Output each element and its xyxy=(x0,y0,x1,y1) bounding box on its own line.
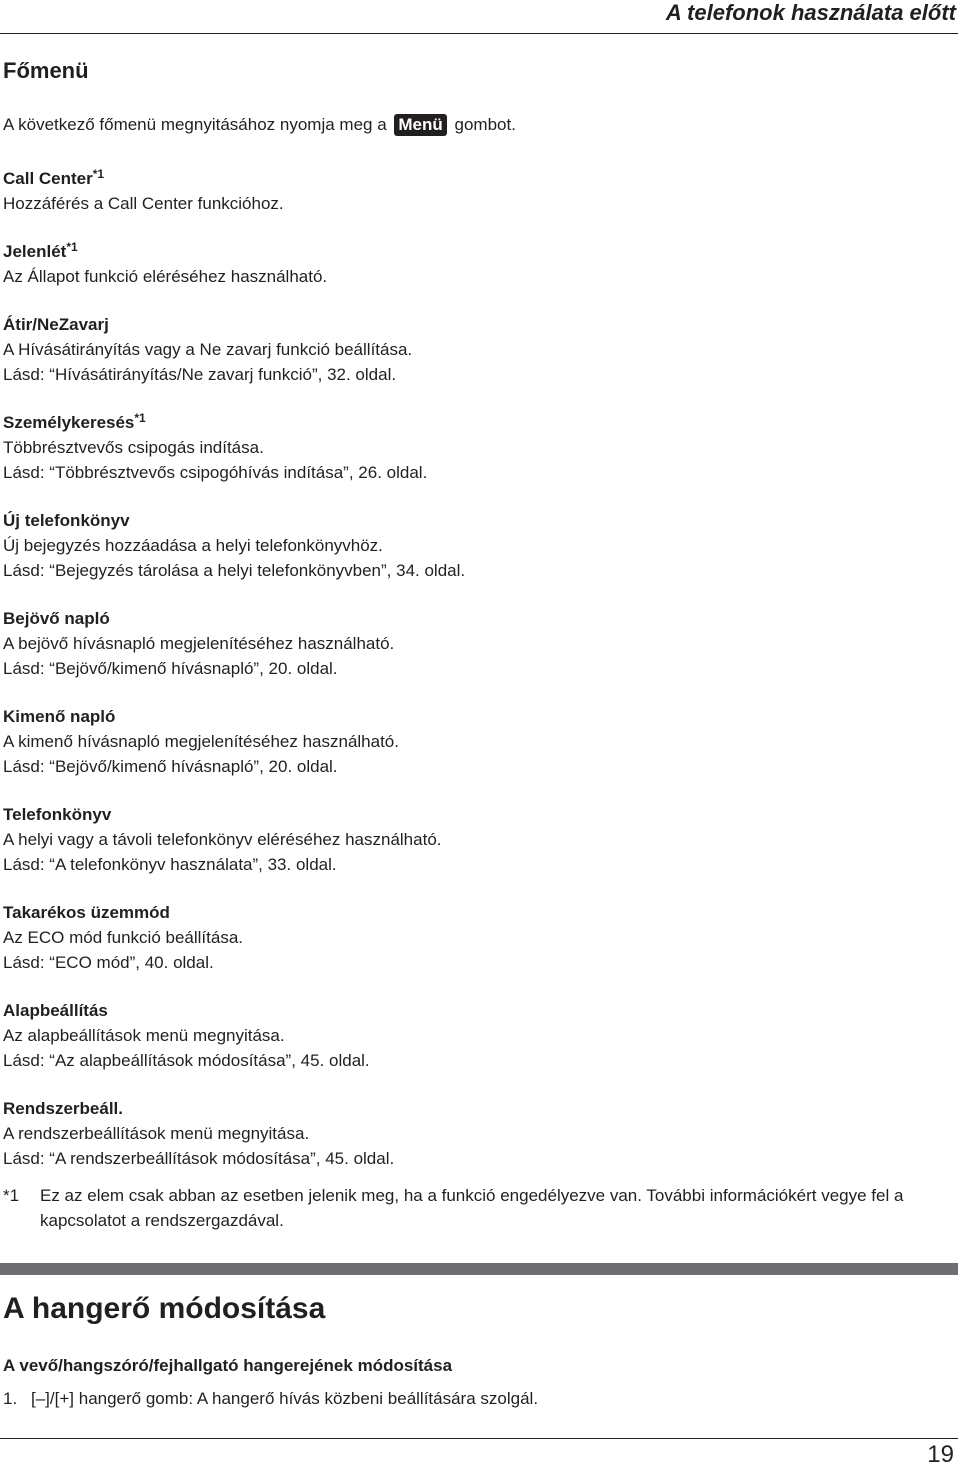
menu-entry-description: Az ECO mód funkció beállítása. xyxy=(3,928,244,947)
menu-entry xyxy=(3,410,953,485)
header-divider xyxy=(0,33,958,34)
menu-entry xyxy=(3,1096,953,1171)
intro-paragraph xyxy=(3,114,516,136)
menu-entry-reference: Lásd: “Bejegyzés tárolása a helyi telefonkönyvben”, 34. oldal. xyxy=(3,561,466,580)
menu-entry xyxy=(3,802,953,877)
menu-entry-title-text: Call Center xyxy=(3,169,93,188)
menu-entry-title-text: Bejövő napló xyxy=(3,609,110,628)
menu-key-label: Menü xyxy=(394,114,446,136)
menu-entry-reference: Lásd: “Hívásátirányítás/Ne zavarj funkció”, 32. oldal. xyxy=(3,365,397,384)
footnote-reference: *1 xyxy=(134,411,146,425)
menu-entry-description: A helyi vagy a távoli telefonkönyv eléréséhez használható. xyxy=(3,830,442,849)
menu-entry-description: A kimenő hívásnapló megjelenítéséhez használható. xyxy=(3,732,399,751)
menu-entry-title-text: Jelenlét xyxy=(3,242,67,261)
footnote-reference: *1 xyxy=(92,167,105,181)
footer-divider xyxy=(0,1438,958,1439)
menu-entry-reference: Lásd: “Bejövő/kimenő hívásnapló”, 20. oldal. xyxy=(3,757,338,776)
menu-entry-title-text: Személykeresés xyxy=(3,413,135,432)
footnote xyxy=(3,1183,953,1233)
menu-entry xyxy=(3,900,953,975)
menu-entry xyxy=(3,998,953,1073)
volume-subheading: A vevő/hangszóró/fejhallgató hangerejének módosítása xyxy=(3,1356,453,1375)
menu-entry-reference: Lásd: “ECO mód”, 40. oldal. xyxy=(3,953,214,972)
menu-entry-title xyxy=(3,410,953,435)
menu-entry-description: Többrésztvevős csipogás indítása. xyxy=(3,438,264,457)
menu-entry-title xyxy=(3,166,953,191)
section-title-volume: A hangerő módosítása xyxy=(3,1292,326,1325)
intro-text-before: A következő főmenü megnyitásához nyomja meg a xyxy=(3,115,387,134)
footnote-text: Ez az elem csak abban az esetben jelenik meg, ha a funkció engedélyezve van. További információkért vegye fel a kapcsolatot a rendszergazdával. xyxy=(40,1186,904,1230)
menu-entry-title xyxy=(3,704,953,729)
volume-keys-label: [–]/[+] xyxy=(31,1389,74,1408)
menu-entry-title xyxy=(3,508,953,533)
step-number: 1. xyxy=(3,1389,18,1408)
menu-entry-title-text: Takarékos üzemmód xyxy=(3,903,170,922)
section-divider-bar xyxy=(0,1263,958,1275)
menu-entry-description: A bejövő hívásnapló megjelenítéséhez használható. xyxy=(3,634,395,653)
menu-entry-title-text: Új telefonkönyv xyxy=(3,511,130,530)
menu-entry-title xyxy=(3,1096,953,1121)
menu-entry-title-text: Kimenő napló xyxy=(3,707,116,726)
page-header-title: A telefonok használata előtt xyxy=(665,0,956,25)
menu-entry-description: Az Állapot funkció eléréséhez használható. xyxy=(3,267,328,286)
footnote-reference: *1 xyxy=(66,240,78,254)
menu-entry-title xyxy=(3,312,953,337)
menu-entry-description: A Hívásátirányítás vagy a Ne zavarj funkció beállítása. xyxy=(3,340,413,359)
menu-entry xyxy=(3,239,953,289)
menu-entry-description: Az alapbeállítások menü megnyitása. xyxy=(3,1026,285,1045)
menu-entry-reference: Lásd: “A rendszerbeállítások módosítása”, 45. oldal. xyxy=(3,1149,395,1168)
menu-entry-title xyxy=(3,606,953,631)
menu-entry-reference: Lásd: “Többrésztvevős csipogóhívás indítása”, 26. oldal. xyxy=(3,463,428,482)
intro-text-after: gombot. xyxy=(454,115,516,134)
menu-entry xyxy=(3,606,953,681)
section-title-main-menu: Főmenü xyxy=(3,58,89,83)
menu-entry-title-text: Átir/NeZavarj xyxy=(3,315,109,334)
menu-entry-description: A rendszerbeállítások menü megnyitása. xyxy=(3,1124,310,1143)
menu-entry-title-text: Alapbeállítás xyxy=(3,1001,108,1020)
menu-entry-title-text: Rendszerbeáll. xyxy=(3,1099,123,1118)
page-number: 19 xyxy=(927,1441,954,1468)
menu-entry-title xyxy=(3,239,953,264)
menu-entry-description: Új bejegyzés hozzáadása a helyi telefonkönyvhöz. xyxy=(3,536,383,555)
menu-entry-reference: Lásd: “Bejövő/kimenő hívásnapló”, 20. oldal. xyxy=(3,659,338,678)
menu-entry xyxy=(3,508,953,583)
menu-entry xyxy=(3,166,953,216)
menu-entry-title xyxy=(3,900,953,925)
menu-entry-title xyxy=(3,802,953,827)
menu-entry-title-text: Telefonkönyv xyxy=(3,805,112,824)
menu-entry-reference: Lásd: “Az alapbeállítások módosítása”, 45. oldal. xyxy=(3,1051,370,1070)
step-text: hangerő gomb: A hangerő hívás közbeni beállítására szolgál. xyxy=(78,1389,539,1408)
menu-entry xyxy=(3,704,953,779)
menu-entry-reference: Lásd: “A telefonkönyv használata”, 33. oldal. xyxy=(3,855,337,874)
menu-entry-list xyxy=(3,166,953,1171)
menu-entry xyxy=(3,312,953,387)
menu-entry-title xyxy=(3,998,953,1023)
step-item xyxy=(3,1386,538,1411)
footnote-marker: *1 xyxy=(3,1186,20,1205)
menu-entry-description: Hozzáférés a Call Center funkcióhoz. xyxy=(3,194,284,213)
